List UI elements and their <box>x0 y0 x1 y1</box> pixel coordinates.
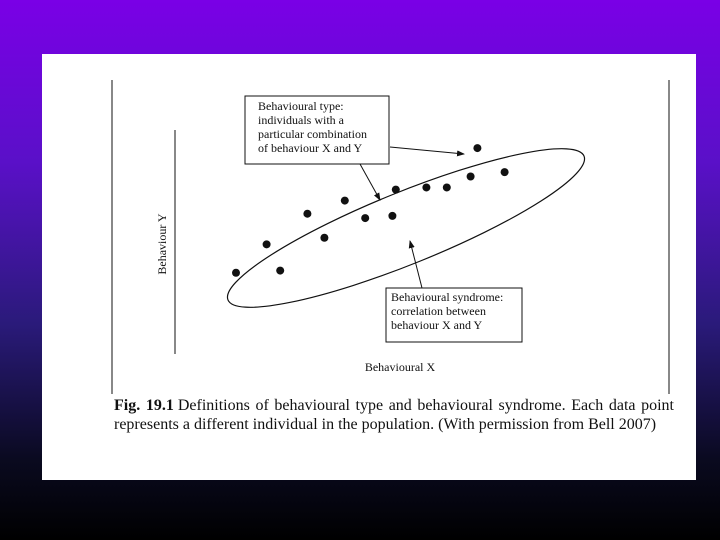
type-arrow-1 <box>390 147 464 154</box>
data-point-10 <box>422 183 430 191</box>
data-point-3 <box>276 267 284 275</box>
data-point-4 <box>303 210 311 218</box>
type-annotation-line-4: of behaviour X and Y <box>258 141 363 155</box>
slide-panel <box>42 54 696 480</box>
data-point-6 <box>341 197 349 205</box>
data-point-12 <box>467 173 475 181</box>
data-point-5 <box>320 234 328 242</box>
data-point-14 <box>501 168 509 176</box>
x-axis-label: Behavioural X <box>364 360 436 374</box>
caption-text: Definitions of behavioural type and behavioural syndrome. Each data point represents a different individual in the population. (With permission from Bell 2007) <box>114 397 675 433</box>
data-point-7 <box>361 214 369 222</box>
data-point-13 <box>473 144 481 152</box>
type-annotation-line-2: individuals with a <box>258 113 344 127</box>
type-annotation-line-1: Behavioural type: <box>258 99 344 113</box>
data-point-9 <box>392 186 400 194</box>
syndrome-annotation-line-1: Behavioural syndrome: <box>391 290 504 304</box>
syndrome-annotation-line-3: behaviour X and Y <box>391 318 483 332</box>
y-axis-label: Behaviour Y <box>155 213 169 275</box>
type-arrow-2 <box>360 164 380 200</box>
scatter-chart <box>42 54 696 394</box>
type-annotation-line-3: particular combination <box>258 127 367 141</box>
caption-label: Fig. 19.1 <box>114 397 174 414</box>
data-point-8 <box>388 212 396 220</box>
data-point-2 <box>263 240 271 248</box>
data-point-1 <box>232 269 240 277</box>
data-point-11 <box>443 183 451 191</box>
figure-caption <box>114 396 674 434</box>
syndrome-annotation-line-2: correlation between <box>391 304 486 318</box>
